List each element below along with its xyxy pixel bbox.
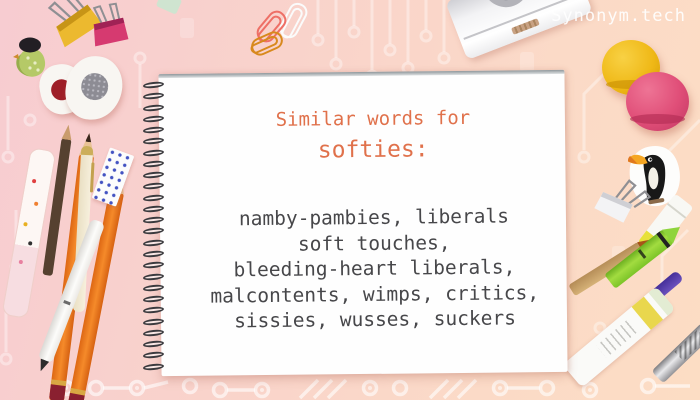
- spiral-loop: [143, 216, 165, 224]
- spiral-loop: [143, 351, 165, 359]
- notepad-text: [182, 70, 565, 334]
- spiral-loop: [143, 239, 165, 247]
- spiral-loop: [143, 340, 165, 348]
- spiral-loop: [143, 115, 165, 123]
- pencil-end-cap: [49, 384, 66, 400]
- spiral-loop: [143, 81, 165, 89]
- synonym-line: namby-pambies, liberals: [238, 204, 510, 231]
- spiral-loop: [143, 171, 165, 179]
- synonym-line: soft touches,: [297, 230, 451, 256]
- marker-speck: [34, 201, 39, 206]
- spiral-loop: [143, 126, 165, 134]
- site-watermark: Synonym.tech: [551, 6, 686, 26]
- spiral-loop: [143, 272, 165, 280]
- spiral-binding: [143, 82, 169, 370]
- camera-lens: [476, 0, 535, 14]
- spiral-loop: [143, 205, 165, 213]
- spiral-loop: [143, 137, 165, 145]
- heading-prefix: Similar words for: [275, 106, 471, 131]
- spiral-loop: [143, 284, 165, 292]
- synonym-line: bleeding-heart liberals,: [233, 255, 516, 282]
- spiral-loop: [143, 295, 165, 303]
- pen-slot: [63, 300, 71, 305]
- binder-clip-pink: [84, 1, 134, 49]
- spiral-loop: [143, 194, 165, 202]
- glue-stick-seam: [667, 203, 686, 219]
- camera-grip: [511, 18, 540, 35]
- spiral-loop: [143, 317, 165, 325]
- marker-speck: [19, 260, 24, 265]
- spiral-loop: [143, 103, 165, 111]
- spiral-loop: [143, 250, 165, 258]
- marker-speck: [23, 222, 28, 227]
- spiral-loop: [143, 182, 165, 190]
- spiral-loop: [143, 92, 165, 100]
- synonym-line: sissies, wusses, suckers: [234, 306, 516, 333]
- spiral-loop: [143, 261, 165, 269]
- pink-macaron: [626, 72, 689, 131]
- synonym-line: malcontents, wimps, critics,: [210, 280, 540, 308]
- headword: softies:: [317, 136, 429, 164]
- crayon-mark: [638, 249, 647, 259]
- marker-speck: [28, 241, 33, 246]
- spiral-loop: [143, 227, 165, 235]
- spiral-loop: [143, 329, 165, 337]
- pen-cap: [81, 146, 93, 156]
- gray-dot: [79, 71, 109, 101]
- notepad: [158, 70, 567, 376]
- marker-speck: [32, 179, 37, 184]
- synonym-list: [184, 203, 565, 334]
- spiral-loop: [143, 160, 165, 168]
- spiral-loop: [143, 306, 165, 314]
- spiral-loop: [143, 363, 165, 371]
- spiral-loop: [143, 149, 165, 157]
